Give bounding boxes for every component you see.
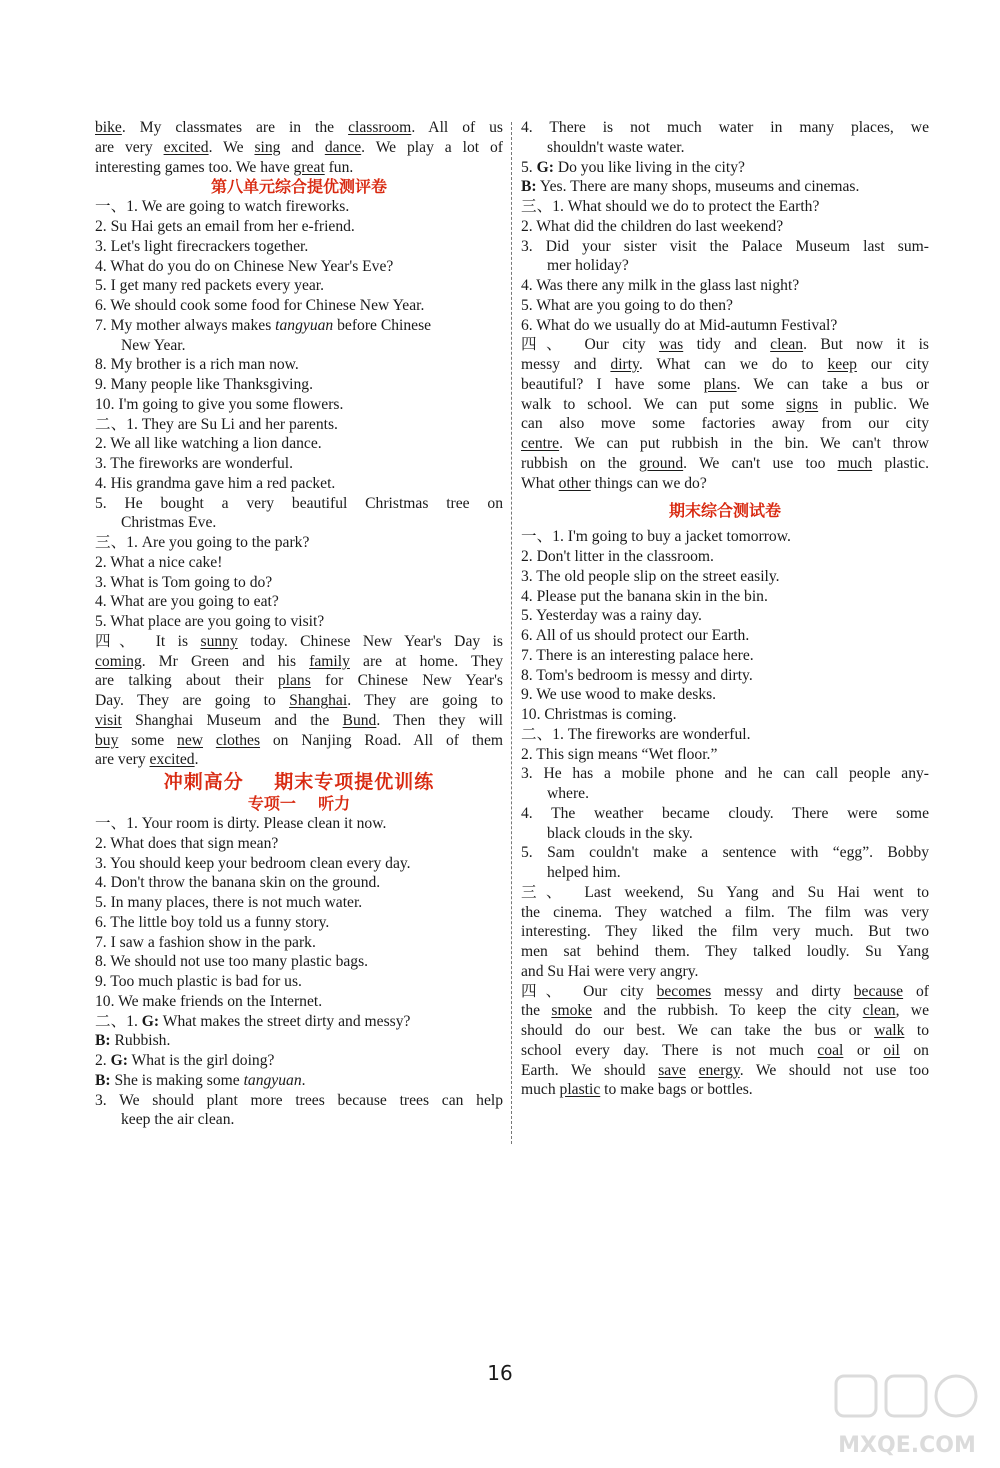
filled-answer: sing [254,138,281,156]
text-run: . What can we do to [638,356,828,373]
text-run: . We play a lot of [361,138,503,156]
text-run: . My classmates are in the [121,119,349,136]
filled-answer: coal [817,1041,844,1059]
text-run: on Nanjing Road. All of them [260,731,504,749]
text-line: 三、 Last weekend, Su Yang and Su Hai went to [521,883,929,901]
text-run: for Chinese New Year's [310,672,503,690]
answer-line: 8. Tom's bedroom is messy and dirty. [521,666,753,684]
answer-line: black clouds in the sky. [547,824,693,842]
unit8-test-title: 第八单元综合提优测评卷 [210,177,387,197]
unit8-section-3 [95,533,503,632]
filled-answer: plans [703,375,737,393]
special-section-3 [521,197,929,335]
answer-line: 9. Many people like Thanksgiving. [95,376,313,393]
dialogue-line: 5. G: Do you like living in the city? [521,158,745,176]
answer-line: 三、1. Are you going to the park? [95,534,310,551]
filled-answer: keep [827,356,857,373]
text-run: to make bags or bottles. [600,1081,753,1099]
text-line: interesting. They liked the film very much. But two [521,923,929,941]
text-run: . We can take a bus or [736,375,929,393]
filled-answer: family [309,652,350,670]
text-line [521,454,929,474]
filled-answer: plastic [559,1081,601,1099]
text-run: plastic. [872,454,930,472]
filled-answer: becomes [656,982,712,1000]
text-run: . [194,751,199,769]
text-line [521,355,929,375]
dialogue-line: 二、1. G: What makes the street dirty and messy? [95,1012,411,1030]
text-line [95,138,503,158]
text-run: . They are going to [347,692,503,709]
special-section-4 [521,335,929,493]
answer-line: shouldn't waste water. [547,138,685,156]
page-number: 16 [487,1361,513,1385]
text-run: today. Chinese New Year's Day is [237,632,503,650]
text-line: and Su Hai were very angry. [521,962,699,980]
text-line [521,1061,929,1081]
text-run: school every day. There is not much [521,1041,818,1059]
text-line [521,982,929,1002]
answer-line: 3. You should keep your bedroom clean every day. [95,854,411,872]
answer-line: 3. Did your sister visit the Palace Museum last sum- [521,237,929,255]
text-run: in public. We [818,395,930,413]
dialogue-line: 2. G: What is the girl doing? [95,1052,275,1069]
text-run: are at home. They [349,652,504,670]
answer-line: New Year. [121,336,186,354]
filled-answer: oil [883,1041,900,1059]
filled-answer: sunny [200,632,238,650]
text-run: . We [208,138,255,156]
intro-paragraph [95,118,503,177]
text-line [95,671,503,691]
answer-line: 4. What are you going to eat? [95,593,279,611]
text-run: messy and dirty [711,982,854,1000]
filled-answer: smoke [551,1002,593,1020]
answer-line: 6. What do we usually do at Mid-autumn Festival? [521,316,838,334]
text-run: can also move some factories away from our city [521,415,929,433]
answer-line: 一、1. I'm going to buy a jacket tomorrow. [521,528,791,546]
text-line [521,434,929,454]
answer-line: 3. We should plant more trees because trees can help [95,1091,503,1109]
answer-line: 5. He bought a very beautiful Christmas tree on [95,494,503,512]
special-section-2-continued [521,118,929,197]
text-line: men sat behind them. They talked loudly. Su Yang [521,943,929,960]
text-run [686,1062,699,1079]
text-run: fun. [324,158,354,176]
text-run: What [521,474,559,492]
answer-line: helped him. [547,864,621,881]
filled-answer: save [658,1061,686,1079]
text-run: our city [856,356,930,373]
answer-line: 4. What do you do on Chinese New Year's Eve? [95,257,394,275]
text-line [521,474,929,494]
text-line [95,731,503,751]
answer-key-watermark-logo [832,1372,982,1462]
final-test-title: 期末综合测试卷 [668,501,781,521]
text-line [95,632,503,652]
filled-answer: dirty [610,356,639,373]
unit8-section-1 [95,197,503,414]
answer-line: 3. The fireworks are wonderful. [95,455,294,472]
text-run: and the rubbish. To keep the city [592,1002,863,1020]
text-line [521,1021,929,1041]
text-run: to [904,1022,929,1039]
text-run: are very [95,138,164,156]
filled-answer: centre [521,435,560,452]
filled-answer: plans [277,672,311,690]
dialogue-line: B: Rubbish. [95,1032,171,1050]
text-line [521,395,929,415]
text-run: 四、 Our city [521,336,659,354]
answer-line: 9. Too much plastic is bad for us. [95,973,302,990]
filled-answer: clean [770,336,804,354]
text-line [521,1041,929,1061]
filled-answer: because [853,982,904,1000]
special-section-2 [95,1012,503,1131]
answer-line: 5. I get many red packets every year. [95,277,325,295]
answer-line: 5. What are you going to do then? [521,296,733,314]
answer-line: 2. Su Hai gets an email from her e-friend. [95,218,355,235]
text-run: . Mr Green and his [141,652,310,670]
filled-answer: energy [698,1061,740,1079]
text-line [521,1080,929,1100]
filled-answer: clothes [215,731,261,749]
filled-answer: Shanghai [289,692,348,709]
answer-line: 5. What place are you going to visit? [95,613,325,630]
svg-text:MXQE.COM: MXQE.COM [838,1433,976,1458]
text-run: , we [895,1002,929,1020]
dialogue-line: B: She is making some tangyuan. [95,1071,306,1089]
text-line [95,691,503,711]
text-line: the cinema. They watched a film. The film was very [521,903,929,921]
dialogue-line: B: Yes. There are many shops, museums and cinemas. [521,178,860,196]
answer-line: 3. What is Tom going to do? [95,573,273,591]
text-run: interesting games too. We have [95,158,294,176]
filled-answer: bike [95,119,122,136]
answer-line: 4. Please put the banana skin in the bin. [521,587,768,605]
answer-line: 2. What did the children do last weekend? [521,217,784,235]
answer-line: 6. The little boy told us a funny story. [95,913,330,931]
answer-line: 7. There is an interesting palace here. [521,646,754,664]
answer-line: 一、1. We are going to watch fireworks. [95,198,350,216]
text-run [203,732,216,749]
final-section-1 [521,527,929,725]
text-line [521,335,929,355]
answer-line: 8. We should not use too many plastic bags. [95,953,369,971]
text-run: of [903,982,929,1000]
answer-line: Christmas Eve. [121,514,217,532]
sprint-title: 冲刺高分 期末专项提优训练 [163,771,435,793]
filled-answer: excited [163,138,209,156]
answer-line: 4. Was there any milk in the glass last night? [521,277,800,294]
text-run: messy and [521,356,611,373]
text-line [95,711,503,731]
filled-answer: ground [638,454,684,472]
answer-line: 10. I'm going to give you some flowers. [95,395,344,413]
answer-line: 9. We use wood to make desks. [521,686,717,704]
text-run: Earth. We should [521,1061,659,1079]
answer-line: 3. The old people slip on the street easily. [521,567,780,585]
filled-answer: classroom [348,119,412,136]
unit8-section-2 [95,415,503,534]
text-run: . But now it is [803,336,929,354]
text-run: Day. They are going to [95,692,290,709]
text-run: some [118,731,178,749]
filled-answer: signs [786,395,819,413]
final-section-4 [521,982,929,1101]
answer-line: 10. Christmas is coming. [521,706,677,723]
answer-line: 6. All of us should protect our Earth. [521,627,750,644]
filled-answer: clean [862,1002,896,1020]
answer-line: 5. Sam couldn't make a sentence with “egg”. Bobby [521,844,929,862]
text-run: walk to school. We can put some [521,395,787,413]
text-run: are very [95,751,150,769]
answer-line: 2. This sign means “Wet floor.” [521,745,718,763]
answer-line: 10. We make friends on the Internet. [95,992,323,1010]
text-line [521,414,929,434]
answer-line: 8. My brother is a rich man now. [95,356,299,374]
answer-line: 4. There is not much water in many places, we [521,119,929,136]
text-run: . Then they will [376,711,503,729]
text-run: are talking about their [95,672,278,690]
answer-line: 2. What does that sign mean? [95,834,279,852]
answer-line: 7. My mother always makes tangyuan before Chinese [95,316,432,334]
answer-line: 3. Let's light firecrackers together. [95,237,309,255]
answer-line: 4. His grandma gave him a red packet. [95,474,336,492]
text-run: the [521,1002,552,1020]
text-line [521,375,929,395]
text-run: tidy and [683,336,771,354]
text-run: things can we do? [590,474,707,492]
answer-line: 3. He has a mobile phone and he can call people any- [521,765,929,783]
text-run: . We can put rubbish in the bin. We can't throw [559,435,929,452]
right-column [521,118,929,1100]
answer-line: 5. In many places, there is not much water. [95,894,363,911]
filled-answer: Bund [342,711,377,729]
filled-answer: was [658,336,684,354]
filled-answer: buy [95,731,119,749]
text-run: much [521,1081,560,1099]
special-section-1 [95,814,503,1012]
special-listening-title: 专项一 听力 [247,794,351,813]
final-section-3 [521,883,929,982]
text-line [95,118,503,138]
answer-line: 4. Don't throw the banana skin on the ground. [95,874,381,892]
filled-answer: walk [874,1022,905,1039]
text-run: should do our best. We can take the bus or [521,1022,875,1039]
filled-answer: other [558,474,591,492]
answer-line: 6. We should cook some food for Chinese New Year. [95,297,425,314]
filled-answer: visit [95,711,122,729]
filled-answer: much [837,454,873,472]
filled-answer: great [293,158,325,176]
answer-line: 5. Yesterday was a rainy day. [521,607,702,625]
answer-line: 4. The weather became cloudy. There were some [521,804,929,822]
text-line [521,1001,929,1021]
answer-line: where. [547,785,589,802]
answer-line: mer holiday? [547,257,629,275]
answer-line: 二、1. They are Su Li and her parents. [95,415,338,433]
text-line [95,652,503,672]
column-divider [511,122,512,1144]
text-run: and [280,138,325,156]
answer-line: 一、1. Your room is dirty. Please clean it now. [95,815,387,832]
text-run: . All of us [411,119,504,136]
answer-line: keep the air clean. [121,1111,235,1129]
text-run: . We should not use too [739,1061,930,1079]
final-section-2 [521,725,929,883]
answer-line: 2. Don't litter in the classroom. [521,548,714,565]
left-column [95,118,503,1130]
text-run: or [843,1041,884,1059]
filled-answer: new [177,731,203,749]
text-line [95,158,503,178]
text-run: on [899,1041,929,1059]
text-run: rubbish on the [521,454,639,472]
text-run: . We can't use too [683,454,838,472]
answer-line: 7. I saw a fashion show in the park. [95,933,316,951]
unit8-section-4 [95,632,503,770]
text-run: beautiful? I have some [521,375,704,393]
text-run: Shanghai Museum and the [121,711,343,729]
answer-line: 2. What a nice cake! [95,553,223,571]
filled-answer: dance [324,138,362,156]
text-run: 四、 It is [95,632,201,650]
text-line [95,750,503,770]
filled-answer: excited [149,751,195,769]
answer-line: 三、1. What should we do to protect the Earth? [521,198,820,215]
answer-line: 2. We all like watching a lion dance. [95,435,322,453]
text-run: 四、 Our city [521,982,657,1000]
filled-answer: coming [95,652,142,670]
answer-line: 二、1. The fireworks are wonderful. [521,725,751,743]
